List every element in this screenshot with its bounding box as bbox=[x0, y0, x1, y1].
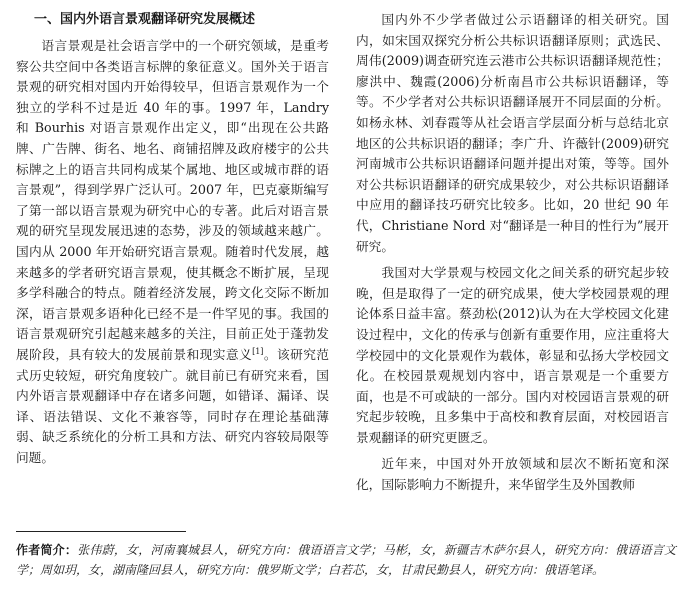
left-column bbox=[16, 10, 329, 468]
footnote-divider bbox=[16, 531, 186, 532]
footnote-text: 张伟蔚，女，河南襄城县人，研究方向：俄语语言文学；马彬，女，新疆吉木萨尔县人，研究方向：俄语语言文学；周如玥，女，湖南隆回县人，研究方向：俄罗斯文学；白若芯，女，甘肃民勤县人，研究方向：俄语笔译。 bbox=[16, 543, 676, 577]
left-paragraph-1-text-b: 。该研究范式历史较短，研究角度较广。就目前已有研究来看，国内外语言景观翻译中存在诸多问题，如错译、漏译、误译、语法错误、文化不兼容等，同时存在理论基础薄弱、缺乏系统化的分析工具和方法、研究内容较局限等问题。 bbox=[16, 346, 329, 465]
right-paragraph-2: 我国对大学景观与校园文化之间关系的研究起步较晚，但是取得了一定的研究成果，使大学校园景观的理论体系日益丰富。蔡劲松(2012)认为在大学校园文化建设过程中，文化的传承与创新有重要作用，应注重将大学校园中的文化景观作为载体，彰显和弘扬大学校园文化。在校园景观规划内容中，语言景观是一个重要方面，也是不可或缺的一部分。国内对校园语言景观的研究起步较晚，且多集中于高校和教育层面，对校园语言景观翻译的研究更匮乏。 bbox=[356, 265, 669, 445]
right-paragraph-1: 国内外不少学者做过公示语翻译的相关研究。国内，如宋国双探究分析公共标识语翻译原则；武选民、周伟(2009)调查研究连云港市公共标识语翻译规范性；廖洪中、魏霞(2006)分析南昌市公共标识语翻译，等等。不少学者对公共标识语翻译展开不同层面的分析。如杨永林、刘春霞等从社会语言学层面分析与总结北京地区的公共标识语的翻译；李广升、许薇针(2009)研究河南城市公共标识语翻译问题并提出对策，等等。国外对公共标识语翻译的研究成果较少，对公共标识语翻译中应用的翻译技巧研究比较多。比如，20 世纪 90 年代，Christiane Nord 对“翻译是一种目的性行为”展开研究。 bbox=[356, 12, 669, 254]
right-column bbox=[356, 10, 669, 496]
citation-marker: [1] bbox=[252, 346, 264, 356]
footnote-label: 作者简介： bbox=[16, 543, 78, 557]
section-heading: 一、国内外语言景观翻译研究发展概述 bbox=[34, 12, 256, 27]
right-paragraph-3: 近年来，中国对外开放领域和层次不断拓宽和深化，国际影响力不断提升，来华留学生及外国教师 bbox=[356, 456, 669, 493]
left-paragraph-1 bbox=[16, 36, 329, 468]
author-footnote bbox=[16, 540, 676, 580]
left-paragraph-1-text-a: 语言景观是社会语言学中的一个研究领域，是重考察公共空间中各类语言标牌的象征意义。国外关于语言景观的研究相对国内开始得较早，但语言景观作为一个独立的学科不过是近 40 年的事。1997 年，Landry 和 Bourhis 对语言景观作出定义，即“出现在公共路牌、广告牌、街名、地名、商铺招牌及政府楼宇的公共标牌之上的语言共同构成某个属地、地区或城市群的语言景观”，得到学界广泛认可。2007 年，巴克豪斯编写了第一部以语言景观为研究中心的专著。此后对语言景观的研究呈现发展迅速的态势，涉及的领域越来越广。国内从 2000 年开始研究语言景观。随着时代发展，越来越多的学者研究语言景观，使其概念不断扩展，呈现多学科融合的特点。随着经济发展，跨文化交际不断加深，语言景观多语种化已经不是一件罕见的事。我国的语言景观研究引起越来越多的关注，目前正处于蓬勃发展阶段，具有较大的发展前景和现实意义 bbox=[16, 38, 329, 362]
